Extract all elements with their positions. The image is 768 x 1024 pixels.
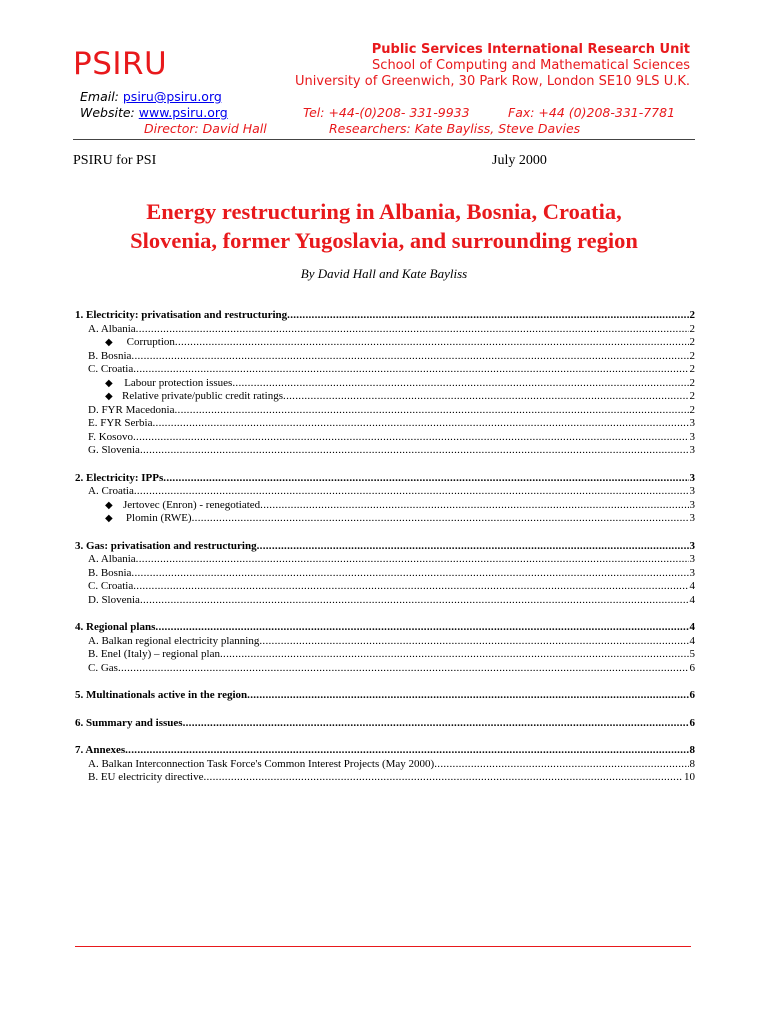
toc-page-number: 2 — [689, 390, 695, 402]
document-title — [73, 197, 695, 255]
toc-leader-dots — [175, 336, 689, 350]
diamond-bullet-icon: ◆ — [105, 513, 113, 524]
toc-leader-dots — [152, 417, 688, 431]
toc-leader-dots — [131, 350, 688, 364]
toc-page-number: 8 — [689, 744, 695, 756]
publication-date: July 2000 — [492, 153, 547, 168]
toc-label: Labour protection issues — [124, 376, 233, 389]
toc-page-number: 3 — [689, 498, 695, 511]
address: University of Greenwich, 30 Park Row, London SE10 9LS U.K. — [295, 74, 690, 89]
toc-page-number: 4 — [689, 580, 695, 592]
toc-leader-dots — [257, 540, 689, 554]
title-line-1: Energy restructuring in Albania, Bosnia, Croatia, — [146, 199, 622, 224]
toc-section[interactable] — [75, 540, 695, 554]
diamond-bullet-icon: ◆ — [105, 391, 113, 402]
toc-section[interactable] — [75, 309, 695, 323]
toc-leader-dots — [287, 309, 688, 323]
publisher: PSIRU for PSI — [73, 153, 157, 168]
toc-section[interactable] — [75, 621, 695, 635]
toc-leader-dots — [183, 717, 689, 731]
toc-page-number: 6 — [689, 716, 695, 729]
toc-page-number: 3 — [689, 485, 695, 497]
toc-page-number: 3 — [689, 417, 695, 429]
toc-page-number: 2 — [689, 363, 695, 375]
toc-label: Jertovec (Enron) - renegotiated — [123, 498, 261, 511]
toc-page-number: 2 — [689, 349, 695, 362]
toc-entry[interactable] — [75, 648, 695, 662]
toc-label: F. Kosovo — [88, 430, 133, 443]
unit-name: Public Services International Research Unit — [371, 42, 690, 57]
school-name: School of Computing and Mathematical Sciences — [372, 58, 690, 73]
toc-page-number: 3 — [689, 430, 695, 443]
toc-entry[interactable] — [75, 336, 695, 350]
toc-entry[interactable] — [75, 499, 695, 513]
toc-page-number: 6 — [689, 661, 695, 674]
toc-page-number: 5 — [689, 648, 695, 660]
toc-leader-dots — [140, 594, 689, 608]
diamond-bullet-icon: ◆ — [105, 377, 113, 389]
toc-page-number: 3 — [689, 512, 695, 524]
toc-label: Relative private/public credit ratings — [122, 390, 284, 402]
researchers: Researchers: Kate Bayliss, Steve Davies — [329, 121, 581, 136]
toc-page-number: 3 — [689, 444, 695, 456]
toc-label: 6. Summary and issues — [75, 716, 183, 729]
toc-section[interactable] — [75, 717, 695, 731]
footer-rule — [75, 946, 691, 947]
toc-page-number: 3 — [689, 539, 695, 552]
toc-label: C. Croatia — [88, 580, 134, 592]
table-of-contents — [75, 309, 695, 785]
toc-label: 5. Multinationals active in the region — [75, 689, 248, 701]
toc-page-number: 2 — [689, 376, 695, 389]
toc-page-number: 4 — [689, 621, 695, 633]
toc-section-gap — [75, 526, 695, 540]
toc-page-number: 2 — [689, 309, 695, 321]
toc-leader-dots — [131, 567, 688, 581]
toc-page-number: 3 — [689, 566, 695, 579]
director: Director: David Hall — [144, 121, 267, 136]
toc-label: 3. Gas: privatisation and restructuring — [75, 539, 257, 552]
toc-label: D. Slovenia — [88, 593, 140, 606]
toc-entry[interactable] — [75, 444, 695, 458]
toc-entry[interactable] — [75, 553, 695, 567]
toc-section[interactable] — [75, 744, 695, 758]
toc-entry[interactable] — [75, 323, 695, 337]
toc-label: B. Enel (Italy) – regional plan — [88, 648, 220, 660]
toc-section[interactable] — [75, 689, 695, 703]
toc-label: A. Croatia — [88, 485, 134, 497]
toc-page-number: 4 — [689, 593, 695, 606]
toc-entry[interactable] — [75, 417, 695, 431]
toc-section-gap — [75, 458, 695, 472]
toc-section[interactable] — [75, 472, 695, 486]
toc-section-gap — [75, 607, 695, 621]
toc-label: 1. Electricity: privatisation and restructuring — [75, 309, 288, 321]
toc-entry[interactable] — [75, 512, 695, 526]
toc-section-gap — [75, 703, 695, 717]
toc-label: 7. Annexes — [75, 744, 126, 756]
website-label: Website: — [80, 105, 139, 120]
toc-label: Plomin (RWE) — [125, 512, 192, 524]
toc-entry[interactable] — [75, 485, 695, 499]
toc-label: D. FYR Macedonia — [88, 403, 175, 416]
toc-label: G. Slovenia — [88, 444, 140, 456]
toc-label: A. Balkan regional electricity planning — [88, 634, 260, 647]
toc-entry[interactable] — [75, 594, 695, 608]
toc-entry[interactable] — [75, 363, 695, 377]
toc-page-number: 6 — [689, 689, 695, 701]
toc-leader-dots — [283, 390, 688, 404]
toc-entry[interactable] — [75, 758, 695, 772]
toc-label: C. Croatia — [88, 363, 134, 375]
toc-entry[interactable] — [75, 567, 695, 581]
toc-label: A. Albania — [88, 322, 136, 335]
toc-leader-dots — [203, 771, 683, 785]
psiru-logo: PSIRU — [73, 46, 168, 82]
email-link[interactable]: psiru@psiru.org — [122, 89, 222, 104]
email-row — [80, 89, 692, 105]
toc-leader-dots — [163, 472, 688, 486]
toc-leader-dots — [136, 323, 689, 337]
toc-page-number: 4 — [689, 634, 695, 647]
toc-label: B. EU electricity directive — [88, 771, 204, 783]
toc-section-gap — [75, 730, 695, 744]
toc-label: 2. Electricity: IPPs — [75, 471, 164, 484]
toc-entry[interactable] — [75, 431, 695, 445]
toc-entry[interactable] — [75, 635, 695, 649]
toc-leader-dots — [220, 648, 689, 662]
toc-leader-dots — [125, 744, 688, 758]
toc-leader-dots — [259, 635, 688, 649]
toc-leader-dots — [133, 363, 688, 377]
toc-entry[interactable] — [75, 580, 695, 594]
header-divider — [73, 139, 695, 140]
toc-section-gap — [75, 675, 695, 689]
contact-block — [80, 89, 692, 137]
telephone: Tel: +44-(0)208- 331-9933 — [303, 105, 470, 120]
toc-leader-dots — [260, 499, 688, 513]
toc-leader-dots — [192, 512, 689, 526]
staff-row — [80, 121, 692, 137]
toc-page-number: 10 — [684, 771, 695, 783]
toc-leader-dots — [140, 444, 689, 458]
toc-label: A. Balkan Interconnection Task Force's Common Interest Projects (May 2000) — [88, 757, 435, 770]
toc-leader-dots — [232, 377, 688, 391]
toc-label: B. Bosnia — [88, 566, 132, 579]
toc-page-number: 3 — [689, 553, 695, 565]
toc-leader-dots — [434, 758, 688, 772]
toc-entry[interactable] — [75, 662, 695, 676]
toc-page-number: 2 — [689, 336, 695, 348]
toc-leader-dots — [247, 689, 688, 703]
toc-entry[interactable] — [75, 404, 695, 418]
toc-page-number: 8 — [689, 757, 695, 770]
email-label: Email: — [80, 89, 123, 104]
toc-entry[interactable] — [75, 390, 695, 404]
toc-leader-dots — [174, 404, 688, 418]
toc-label: E. FYR Serbia — [88, 417, 153, 429]
toc-leader-dots — [118, 662, 689, 676]
toc-entry[interactable] — [75, 350, 695, 364]
toc-label: 4. Regional plans — [75, 621, 156, 633]
toc-leader-dots — [134, 485, 689, 499]
toc-page-number: 2 — [689, 403, 695, 416]
website-row — [80, 105, 692, 121]
title-line-2: Slovenia, former Yugoslavia, and surrounding region — [130, 228, 638, 253]
toc-label: C. Gas — [88, 661, 118, 674]
toc-label: Corruption — [126, 336, 175, 348]
toc-entry[interactable] — [75, 771, 695, 785]
toc-page-number: 3 — [689, 471, 695, 484]
toc-leader-dots — [133, 580, 688, 594]
diamond-bullet-icon: ◆ — [105, 337, 113, 348]
fax: Fax: +44 (0)208-331-7781 — [508, 105, 676, 120]
toc-label: A. Albania — [88, 553, 136, 565]
diamond-bullet-icon: ◆ — [105, 499, 113, 511]
toc-entry[interactable] — [75, 377, 695, 391]
toc-leader-dots — [136, 553, 689, 567]
website-link[interactable]: www.psiru.org — [138, 105, 228, 120]
toc-leader-dots — [155, 621, 688, 635]
toc-label: B. Bosnia — [88, 349, 132, 362]
byline: By David Hall and Kate Bayliss — [300, 266, 468, 281]
organization-header — [295, 42, 690, 90]
toc-page-number: 2 — [689, 322, 695, 335]
toc-leader-dots — [133, 431, 689, 445]
